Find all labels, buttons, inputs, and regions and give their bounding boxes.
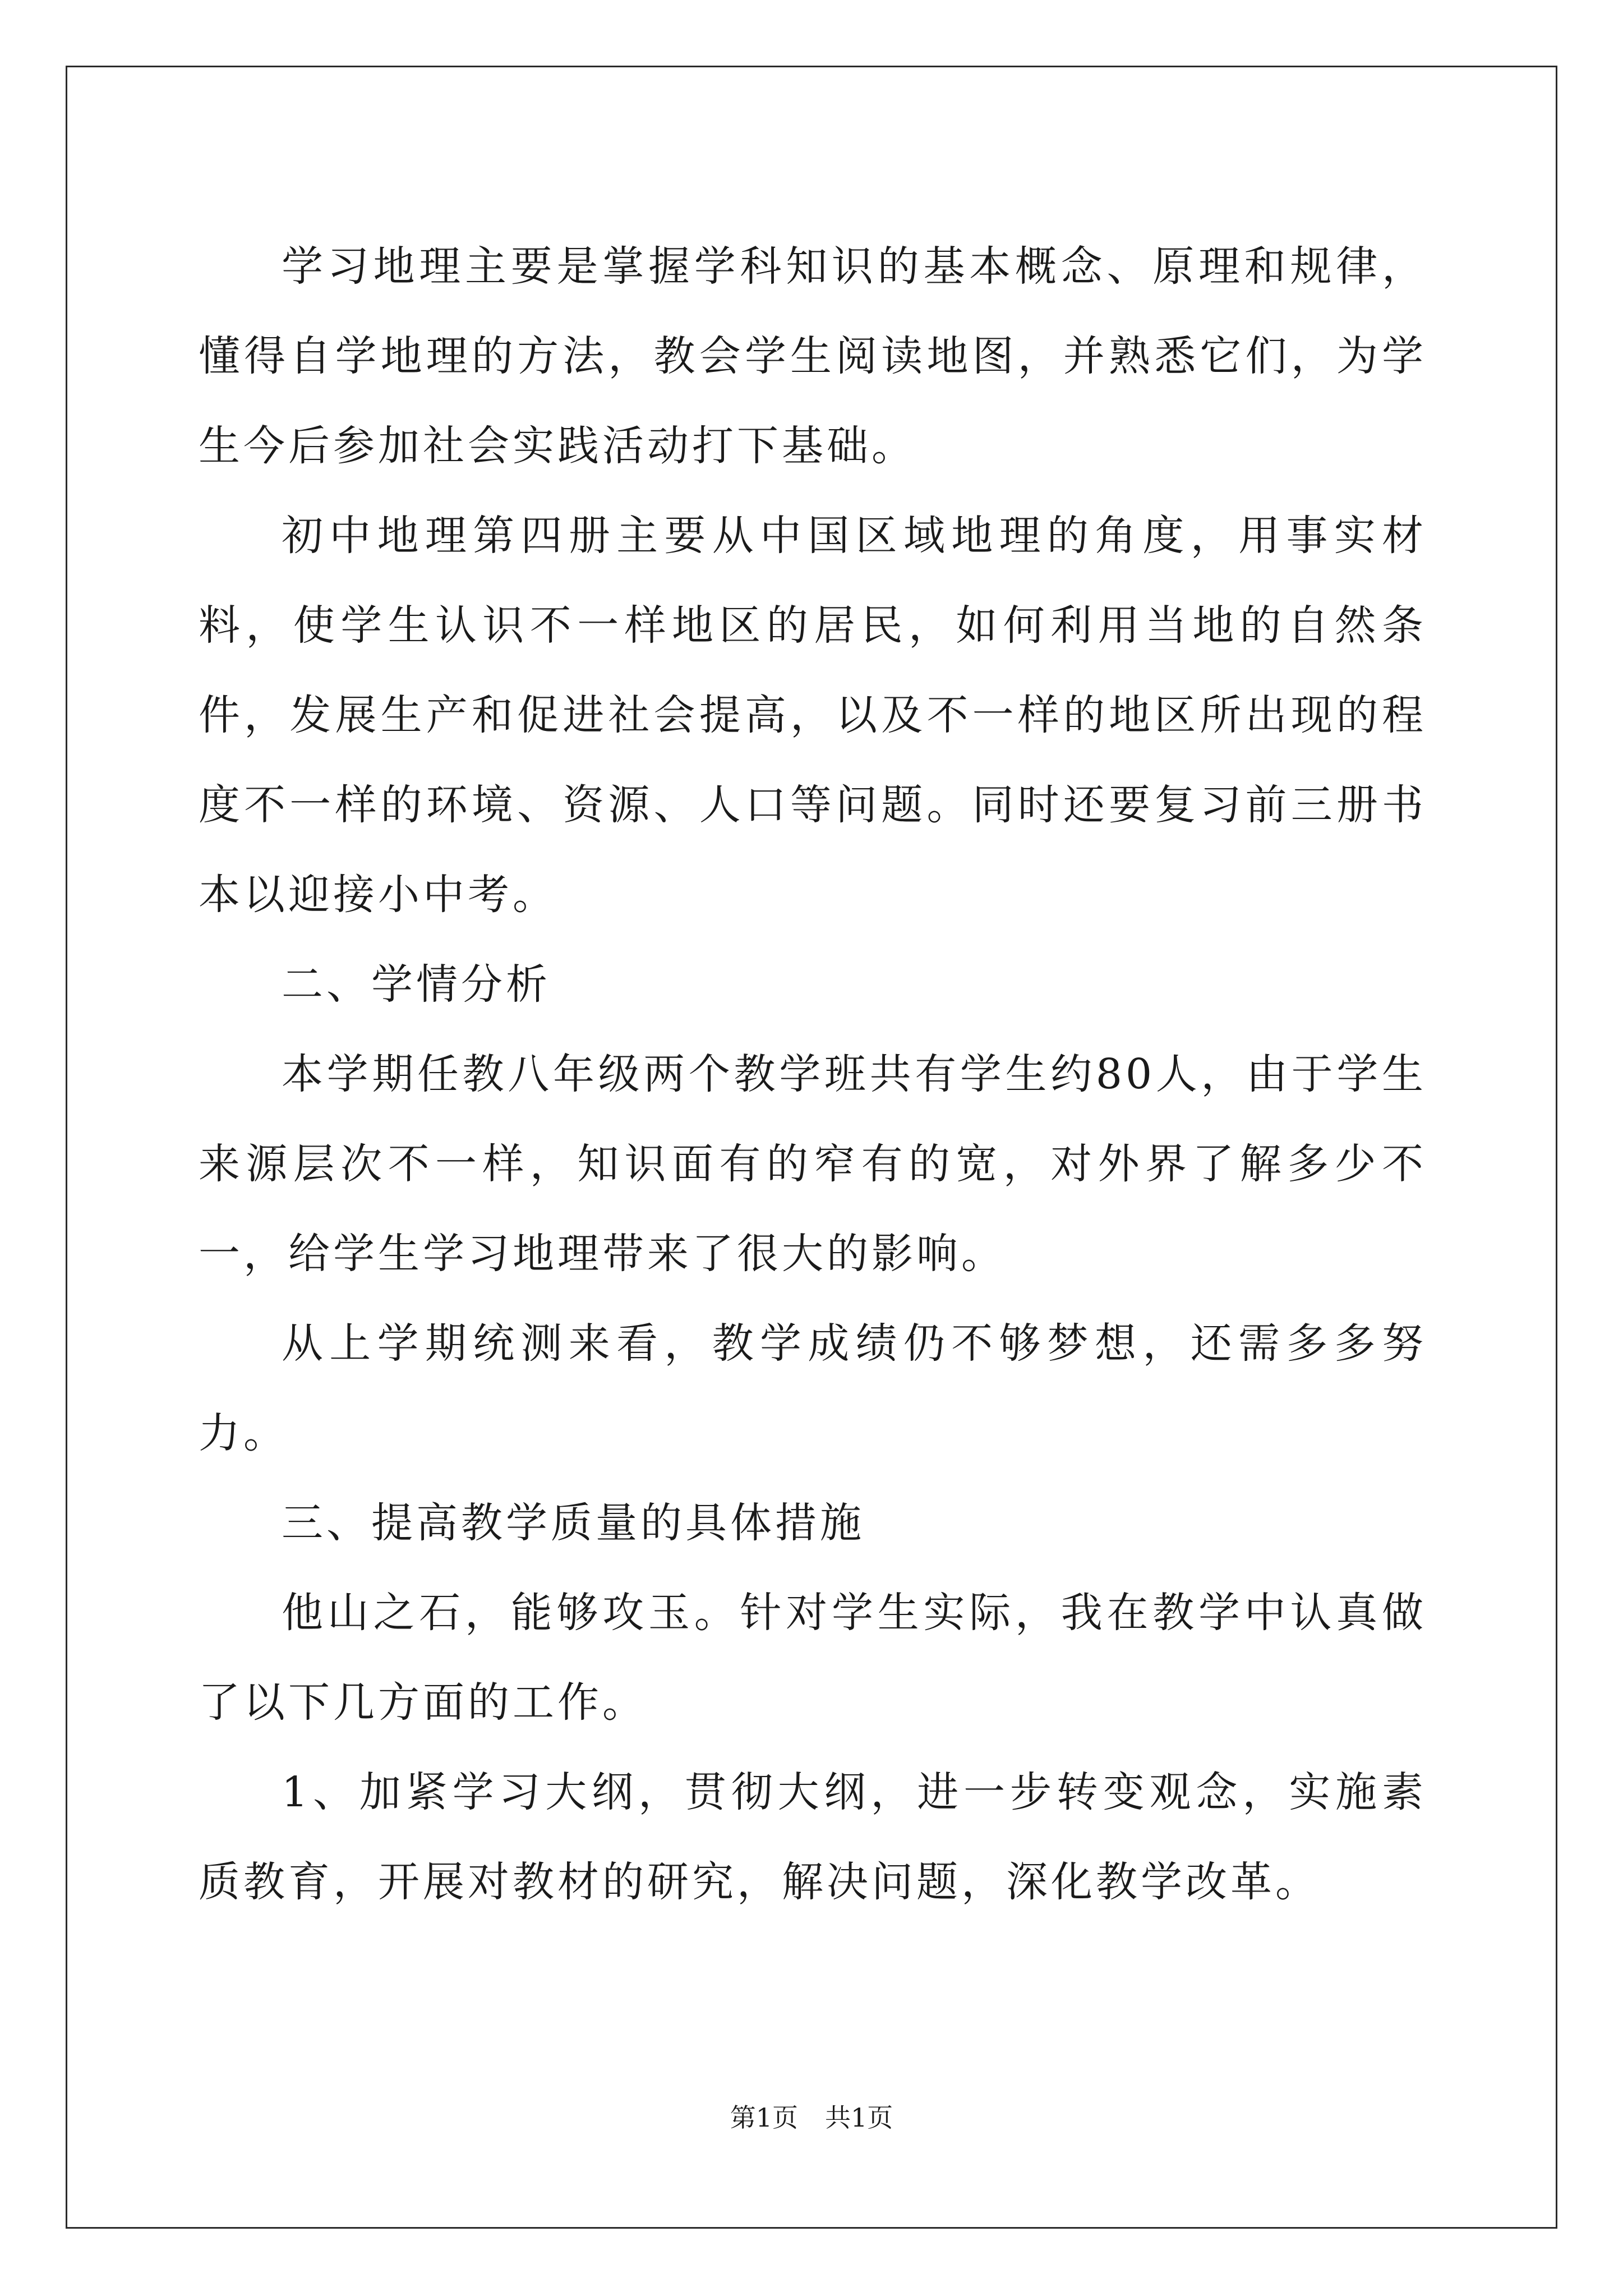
list-item: 1、加紧学习大纲，贯彻大纲，进一步转变观念，实施素质教育，开展对教材的研究，解决问题，深化教学改革。 (199, 1768, 1427, 1906)
section-heading: 三、提高教学质量的具体措施 (282, 1499, 865, 1547)
paragraph: 学习地理主要是掌握学科知识的基本概念、原理和规律，懂得自学地理的方法，教会学生阅读地图，并熟悉它们，为学生今后参加社会实践活动打下基础。 (199, 242, 1427, 470)
paragraph: 从上学期统测来看，教学成绩仍不够梦想，还需多多努力。 (199, 1319, 1427, 1457)
section-heading: 二、学情分析 (282, 960, 551, 1009)
document-body (199, 222, 1427, 1927)
paragraph: 本学期任教八年级两个教学班共有学生约80人，由于学生来源层次不一样，知识面有的窄有的宽，对外界了解多少不一，给学生学习地理带来了很大的影响。 (199, 1050, 1427, 1278)
paragraph: 初中地理第四册主要从中国区域地理的角度，用事实材料，使学生认识不一样地区的居民，如何利用当地的自然条件，发展生产和促进社会提高，以及不一样的地区所出现的程度不一样的环境、资源、人口等问题。同时还要复习前三册书本以迎接小中考。 (199, 512, 1427, 919)
page-total: 共1页 (825, 2102, 893, 2133)
page-number: 第1页 (730, 2102, 798, 2133)
page-footer (0, 2101, 1623, 2134)
paragraph: 他山之石，能够攻玉。针对学生实际，我在教学中认真做了以下几方面的工作。 (199, 1589, 1427, 1727)
